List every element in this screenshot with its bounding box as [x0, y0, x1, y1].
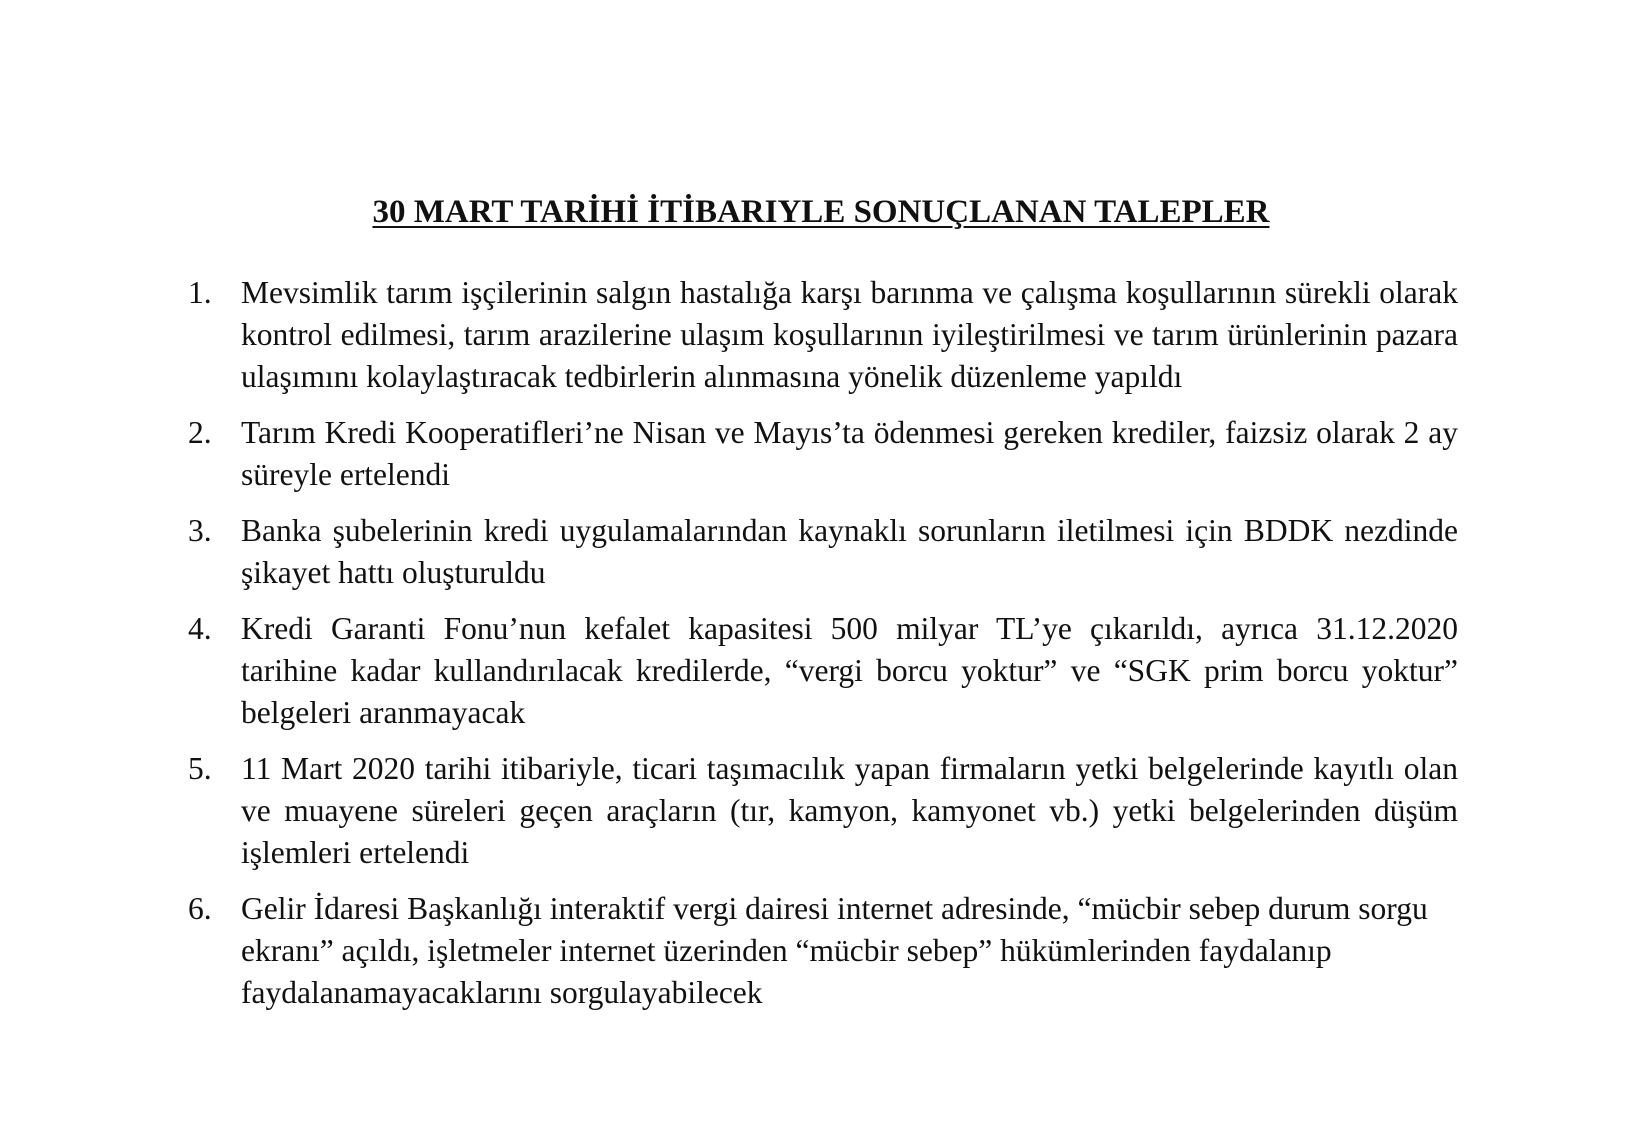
list-item-text: Tarım Kredi Kooperatifleri’ne Nisan ve Mayıs’ta ödenmesi gereken krediler, faizsiz olarak 2 ay süreyle ertelendi [241, 415, 1458, 492]
list-item [188, 888, 1458, 1014]
request-list [188, 272, 1458, 1028]
list-item-number: 2. [188, 415, 212, 450]
list-item-number: 6. [188, 891, 212, 926]
list-item-number: 5. [188, 751, 212, 786]
list-item-number: 3. [188, 513, 212, 548]
list-item [188, 608, 1458, 734]
list-item [188, 748, 1458, 874]
list-item [188, 412, 1458, 496]
list-item [188, 510, 1458, 594]
list-item-number: 1. [188, 275, 212, 310]
list-item-text: 11 Mart 2020 tarihi itibariyle, ticari taşımacılık yapan firmaların yetki belgelerinde kayıtlı olan ve muayene süreleri geçen araçların (tır, kamyon, kamyonet vb.) yetki belgelerinden düşüm işlemleri ertelendi [241, 751, 1458, 870]
list-item-text: Gelir İdaresi Başkanlığı interaktif vergi dairesi internet adresinde, “mücbir sebep durum sorgu ekranı” açıldı, işletmeler internet üzerinden “mücbir sebep” hükümlerinden faydalanıp faydalanamayacaklarını sorgulayabilecek [241, 891, 1428, 1010]
list-item [188, 272, 1458, 398]
list-item-text: Kredi Garanti Fonu’nun kefalet kapasitesi 500 milyar TL’ye çıkarıldı, ayrıca 31.12.2020 tarihine kadar kullandırılacak kredilerde, “vergi borcu yoktur” ve “SGK prim borcu yoktur” belgeleri aranmayacak [241, 611, 1458, 730]
list-item-text: Banka şubelerinin kredi uygulamalarından kaynaklı sorunların iletilmesi için BDDK nezdinde şikayet hattı oluşturuldu [241, 513, 1458, 590]
list-item-number: 4. [188, 611, 212, 646]
document-title-text: 30 MART TARİHİ İTİBARIYLE SONUÇLANAN TALEPLER [372, 194, 1270, 230]
document-title [0, 192, 1642, 232]
list-item-text: Mevsimlik tarım işçilerinin salgın hastalığa karşı barınma ve çalışma koşullarının sürekli olarak kontrol edilmesi, tarım arazilerine ulaşım koşullarının iyileştirilmesi ve tarım ürünlerinin pazara ulaşımını kolaylaştıracak tedbirlerin alınmasına yönelik düzenleme yapıldı [241, 275, 1458, 394]
